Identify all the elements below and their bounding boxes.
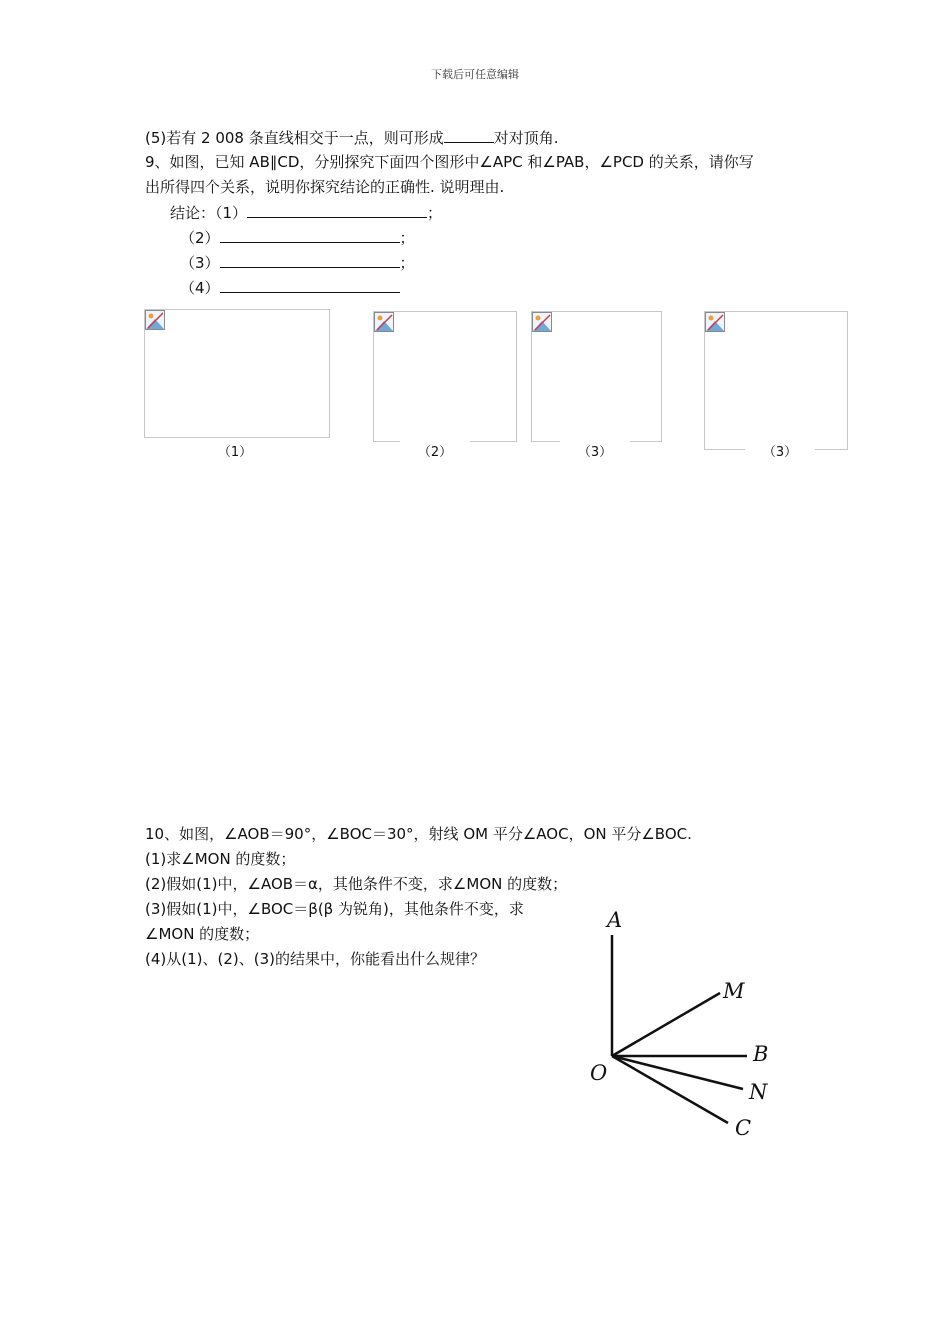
- ray-ON: [612, 1056, 743, 1089]
- item-label: （2）: [180, 229, 220, 247]
- broken-image-icon: [374, 312, 394, 332]
- question-10-line1: 10、如图，∠AOB＝90°，∠BOC＝30°，射线 OM 平分∠AOC，ON 平分∠BOC.: [145, 825, 692, 843]
- broken-image-icon: [532, 312, 552, 332]
- ray-OM: [612, 993, 720, 1056]
- question-9-line2: 出所得四个关系，说明你探究结论的正确性. 说明理由.: [145, 178, 505, 196]
- figure-3-placeholder: [531, 311, 662, 442]
- figure-4-placeholder: [704, 311, 848, 450]
- q8-5-text: (5)若有 2 008 条直线相交于一点，则可形成: [145, 129, 444, 147]
- semicolon: ；: [399, 254, 415, 272]
- angle-diagram: [585, 905, 785, 1145]
- question-10-part4: (4)从(1)、(2)、(3)的结果中，你能看出什么规律？: [145, 950, 485, 968]
- question-8-5: [145, 127, 559, 148]
- answer-blank-4: [220, 277, 400, 293]
- conclusion-2: [180, 227, 415, 248]
- conclusion-4: [180, 277, 400, 298]
- figure-3-caption: （3）: [560, 441, 630, 460]
- question-10-part1: (1)求∠MON 的度数；: [145, 850, 296, 868]
- figure-2-caption: （2）: [400, 441, 470, 460]
- question-10-part3: (3)假如(1)中，∠BOC＝β(β 为锐角)，其他条件不变，求: [145, 900, 524, 918]
- question-10-part3-cont: ∠MON 的度数；: [145, 925, 260, 943]
- item-label: （4）: [180, 279, 220, 297]
- conclusion-label: 结论：（1）: [170, 204, 248, 222]
- semicolon: ；: [427, 204, 443, 222]
- item-label: （3）: [180, 254, 220, 272]
- question-10-part2: (2)假如(1)中，∠AOB＝α，其他条件不变，求∠MON 的度数；: [145, 875, 568, 893]
- conclusion-3: [180, 252, 415, 273]
- broken-image-icon: [145, 310, 165, 330]
- page-header: 下载后可任意编辑: [431, 68, 519, 81]
- answer-blank: [444, 127, 494, 143]
- answer-blank-1: [247, 202, 427, 218]
- figure-4-caption: （3）: [745, 441, 815, 460]
- conclusion-1: [170, 202, 442, 223]
- label-B: B: [753, 1042, 769, 1066]
- label-O: O: [590, 1061, 608, 1085]
- answer-blank-3: [220, 252, 400, 268]
- label-N: N: [749, 1080, 768, 1104]
- figure-2-placeholder: [373, 311, 517, 442]
- semicolon: ；: [399, 229, 415, 247]
- ray-OC: [612, 1056, 728, 1123]
- q8-5-text-end: 对对顶角.: [493, 129, 559, 147]
- answer-blank-2: [220, 227, 400, 243]
- question-9-line1: 9、如图，已知 AB∥CD，分别探究下面四个图形中∠APC 和∠PAB，∠PCD 的关系，请你写: [145, 153, 754, 171]
- figure-1-caption: （1）: [200, 441, 270, 460]
- label-M: M: [723, 979, 745, 1003]
- label-A: A: [607, 908, 623, 932]
- figure-1-placeholder: [144, 309, 330, 438]
- broken-image-icon: [705, 312, 725, 332]
- label-C: C: [735, 1116, 752, 1140]
